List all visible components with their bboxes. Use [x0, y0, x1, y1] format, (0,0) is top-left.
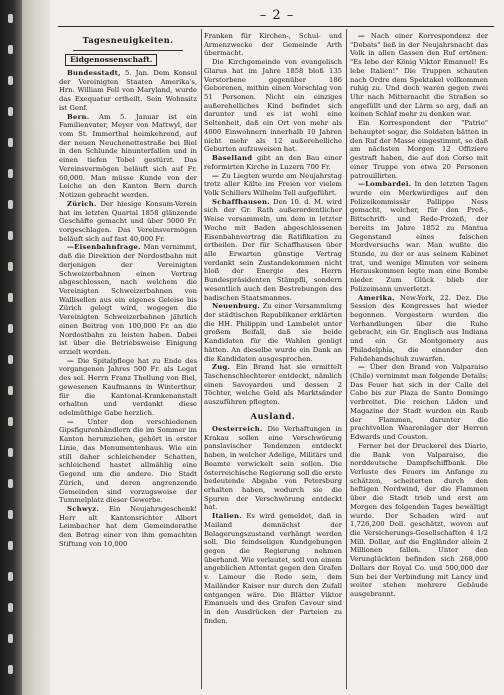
- stitch-mark: [8, 76, 13, 85]
- newspaper-page: [50, 0, 504, 695]
- article-text: Es wird gemeldet, daß in Mailand demnächst der Belagerungszustand verhängt werden soll. Die feindseligen Kundgebungen gegen die Regierung nehmen überhand. Wie verlautet, soll von einem angeblichen Attentat gegen den Grafen v. Lamour die Rede sein, dem Mailänder Kaiser nur durch den Zufall entgangen wäre. Die Blätter Viktor Emanuels und des Grafen Cavour sind in den Ausdrücken der Parteien zu finden.: [204, 512, 342, 625]
- article-text: Über den Brand von Valparaiso (Chile) vernimmt man folgende Details: Das Feuer hat sich in der Calle del Cabo bis zur Plaza de Santo Domingo verbreitet. Die reichen Läden und Magazine der Stadt wurden ein Raub der Flammen, darunter die prachtvollen Waarenlager der Herren Edwards und Couston.: [350, 363, 488, 442]
- article-paragraph: [350, 32, 488, 119]
- article-paragraph: [350, 442, 488, 599]
- article-text: 5. Jan. Dem Konsul der Vereinigten Staaten Amerika's, Hrn. William Fell von Maryland, wurde das Exequatur ertheilt. Sein Wohnsitz ist Genf.: [59, 69, 197, 112]
- stitch-mark: [8, 448, 13, 457]
- article-text: Ein Neujahrsgeschenk! Herr alt Kantonsrichter Albert Leimbacher hat dem Gemeinderathe den Betrag einer von ihm gemachten Stiftung von 10,000: [59, 504, 197, 548]
- page-number: – 2 –: [259, 8, 295, 23]
- article-text: Zu Liegten wurde am Neujahrstag trotz aller Kälte im Freien vor vielem Volk Schillers Wilhelm Tell aufgeführt.: [204, 171, 342, 197]
- article-dateline: Bundesstadt,: [67, 69, 121, 77]
- article-dateline: —: [67, 356, 75, 365]
- article-paragraph: [59, 113, 197, 200]
- article-paragraph: [204, 172, 342, 198]
- article-dateline: Amerika.: [358, 293, 395, 302]
- header-rule: [58, 26, 494, 27]
- article-text: Zu einer Versammlung der städtischen Republikaner erklärten die HH. Philippin und Lambelet unter großem Beifall, daß sie beide Kandidaten für die Wahlen genügt hätten. An dieselbe wurde ein Dank an die Kandidaten ausgesprochen.: [204, 302, 342, 363]
- article-paragraph: [204, 512, 342, 625]
- article-dateline: —: [212, 171, 220, 180]
- text-column-2: [204, 32, 342, 692]
- article-paragraph: [204, 302, 342, 363]
- article-dateline: —Eisenbahnfrage.: [67, 243, 141, 252]
- article-paragraph: [350, 294, 488, 364]
- boxed-section-label: Eidgenossenschaft.: [65, 54, 157, 66]
- article-paragraph: [59, 418, 197, 505]
- article-text: Die Verhaftungen in Krakau sollen eine Verschwörung panslavischer Tendenzen entdeckt haben, in welcher Adelige, Militärs und Beamte verwickelt sein sollen. Die österreichische Regierung soll die erste bedeutende Abgabe von Petersburg erhalten haben, wodurch sie die Spuren der Verschwörung entdeckt hat.: [204, 424, 342, 512]
- text-column-3: [350, 32, 488, 692]
- stitch-mark: [8, 510, 13, 519]
- book-binding: [0, 0, 22, 695]
- page-gutter: [22, 0, 50, 695]
- article-paragraph: [204, 32, 342, 58]
- article-paragraph: [204, 198, 342, 303]
- article-text: New-York, 22. Dez. Die Session des Kongresses hat wieder begonnen. Vorgestern wurden die Verhandlungen über die Ruhe gebracht, ein Gr. Englisch aus Indiana und ein Gr. Montgomery aus Philadelphia, die einander den Fehdehandschuh zuwarfen.: [350, 293, 488, 363]
- stitch-mark: [8, 231, 13, 240]
- article-text: Ein Korrespondent der "Patrie" behauptet sogar, die Soldaten hätten in den Ruf der Masse eingestimmt, so daß am nächsten Morgen 12 Offiziere gestraft haben, die auf den Corso mit einer Truppe von etwa 20 Personen patrouillirten.: [350, 119, 488, 180]
- article-paragraph: [59, 69, 197, 113]
- stitch-mark: [8, 169, 13, 178]
- article-dateline: Baselland: [212, 154, 253, 163]
- stitch-mark: [8, 107, 13, 116]
- stitch-mark: [8, 541, 13, 550]
- stitch-mark: [8, 479, 13, 488]
- article-paragraph: [204, 363, 342, 407]
- stitch-mark: [8, 603, 13, 612]
- column-rule-2: [346, 29, 347, 689]
- article-dateline: Neuenburg.: [212, 302, 261, 311]
- heading-rule: [73, 50, 183, 51]
- article-dateline: Italien.: [212, 512, 242, 521]
- section-heading: Tagesneuigkeiten.: [82, 35, 174, 45]
- article-paragraph: [204, 154, 342, 171]
- article-paragraph: [59, 243, 197, 356]
- article-paragraph: [59, 505, 197, 549]
- stitch-mark: [8, 324, 13, 333]
- article-text: Die Kirchgemeinde von evangelisch Glarus hat im Jahre 1858 bloß 135 Verstorbene gegenüber 186 Geborenen, mithin einen Vorschlag von 51 Personen. Nicht ein einziges außerehelliches Kind befindet sich darunter und es ist wohl eine Seltenheit, daß ein Ort von mehr als 4000 Einwohnern innerhalb 10 Jahren nicht mehr als 12 außerehelliche Geburten aufzuweisen hat.: [204, 58, 342, 154]
- article-paragraph: [204, 425, 342, 512]
- article-paragraph: [59, 357, 197, 418]
- article-text: Man vernimmt, daß die Direktion der Nordostbahn mit derjenigen der Vereinigten Schweizerbahnen einen Vertrag abgeschlossen, nach welchem die Vereinigten Schweizerbahnen von Wallisellen aus ein eigenes Geleise bis Zürich gelegt wird, wogegen die Vereinigten Schweizerbahnen jährlich einen Beitrag von 100,000 Fr. an die Nordostbahn zu leisten haben. Dabei ist über die Betriebsweise Einigung erzielt worden.: [59, 243, 197, 356]
- article-paragraph: [350, 180, 488, 293]
- article-text: In den letzten Tagen wurde ein Merkwürdiges auf den Polizeikommissär Pallippo Ness gemacht, welcher, für den Preß-, Bittschrift- und Rede-Prozeß, der bereits im Jahre 1852 zu Mantua Gegenstand eines falschen Mordversuchs war. Man wußte die Stunde, zu der er aus seinem Kabinet trat, und wenige Minuten vor seinem Herauskommen legte man eine Bombe nieder. Zum Glück blieb der Polizeimann unverletzt.: [350, 180, 488, 293]
- article-paragraph: [59, 200, 197, 244]
- article-dateline: Schwyz.: [67, 504, 100, 513]
- article-text: Am 5. Januar ist ein Familienvater, Meyer von Mattwyl, der vom St. Immerthal heimkehrend, auf der neuen Neuchenettestraße bei Biel in den Schlunde hinunterfallen und in einen tiefen Tobel gestürzt. Das Vereinsvermögen beläuft sich auf Fr. 60,000. Man müsse Kunde von der Leiche an den Kanton Bern durch Notizen gebracht werden.: [59, 112, 197, 200]
- article-paragraph: [350, 119, 488, 180]
- article-text: Den 10. d. M. wird sich der Gr. Rath außerordentlicher Weise versammeln, um dem in letzter Woche mit Baden abgeschlossenen Eisenbahnvertrag die Ratifikation zu ertheilen. Der für Schaffhausen über alle Erwarten günstige Vertrag verdankt sein Zustandekommen nicht bloß der Energie des Herrn Bundespräsidenten Stämpfli, sondern wesentlich auch den Bestrebungen des badischen Staatsmannes.: [204, 197, 342, 302]
- stitch-mark: [8, 634, 13, 643]
- article-dateline: Oesterreich.: [212, 424, 263, 433]
- stitch-mark: [8, 262, 13, 271]
- section-heading: Ausland.: [250, 410, 296, 421]
- article-paragraph: [350, 363, 488, 441]
- article-dateline: Schaffhausen.: [212, 197, 270, 206]
- text-column-1: [59, 32, 197, 692]
- binding-stitches: [8, 0, 14, 695]
- article-dateline: Zürich.: [67, 199, 97, 208]
- stitch-mark: [8, 386, 13, 395]
- article-paragraph: [204, 58, 342, 154]
- stitch-mark: [8, 200, 13, 209]
- article-dateline: Bern.: [67, 112, 90, 121]
- article-text: Franken für Kirchen-, Schul- und Armenzwecke der Gemeinde Arth übermacht.: [204, 32, 342, 58]
- stitch-mark: [8, 355, 13, 364]
- article-text: Nach einer Korrespondenz der "Debats" ließ in der Neujahrsnacht das Volk in allen Gassen den Ruf ertönen: "Es lebe der König Viktor Emanuel! Es lebe Italien!" Die Truppen schauten nach Ordre dem Spektakel vollkommen ruhig zu. Und doch waren gegen zwei Uhr nach Mitternacht die Straßen so angefüllt und der Lärm so arg, daß an keinen Schlaf mehr zu denken war.: [350, 32, 488, 119]
- article-text: Ferner bei der Druckerei des Diario, die Bank von Valparaiso, die norddeutsche Dampfschiffbank. Die Verluste des Feuers im Anfange zu schätzen, scheiterten durch den heftigen Nordwind, der die Flammen über die Stadt trieb und erst am Morgen des folgenden Tages bewältigt wurde. Der Schaden wird auf 1,726,200 Doll. geschätzt, wovon auf die Versicherungs-Gesellschaften 4 1/2 Mill. Dollar, auf die Engländer allein 2 Millionen fallen. Unter den Verunglückten befinden sich 268,000 Dollars der Royal Co. und 500,000 der Sun bei der Verbindung mit Lancy und weiter stehen mehrere Gebäude ausgebrannt.: [350, 441, 488, 598]
- stitch-mark: [8, 572, 13, 581]
- article-dateline: Zug.: [212, 363, 231, 372]
- stitch-mark: [8, 45, 13, 54]
- article-text: gibt an den Bau einer reformirten Kirche in Luzern 700 Fr.: [204, 154, 342, 171]
- article-dateline: —: [67, 417, 75, 426]
- article-dateline: —: [358, 363, 366, 372]
- stitch-mark: [8, 138, 13, 147]
- stitch-mark: [8, 417, 13, 426]
- column-rule-1: [201, 29, 202, 689]
- article-text: Unter den verschiedenen Gipsfigurenhändlern die im Sommer im Kanton herumziehen, gehört in erster Linie, das Monumentenhaus. Wie ein still daher schleichender Schatten, schleichend hastet allmählig eine Gegend um die andere. Die Stadt Zürich, und deren angrenzende Gemeinden sind vorzugsweise der Tummelplatz dieser Gewerbe.: [59, 417, 197, 505]
- stitch-mark: [8, 293, 13, 302]
- stitch-mark: [8, 665, 13, 674]
- article-dateline: —Lombardei.: [358, 180, 412, 189]
- article-text: Die Spitalpflege hat zu Ende des vorgangenen Jahres 500 Fr. als Legat des sel. Herrn Franz Thellung von Biel, gewesenen Kaufmanns in Winterthur, für die Kantonal-Krankenanstalt erhalten und verdankt diese edelmüthige Gabe herzlich.: [59, 356, 197, 418]
- article-text: Der hiesige Konsum-Verein hat im letzten Quartal 1858 glänzende Geschäfte gemacht und über 5000 Fr. vorgeschlagen. Das Vereinsvermögen beläuft sich auf fast 40,000 Fr.: [59, 199, 197, 243]
- article-dateline: —: [358, 32, 366, 40]
- stitch-mark: [8, 14, 13, 23]
- article-text: Ein Brand hat sie ermittelt Taschenschlechterer entdeckt, nämlich einen Savoyarden und dessen 2 Töchter, welche Geld als Marktsänder auszuführen pflegten.: [204, 363, 342, 407]
